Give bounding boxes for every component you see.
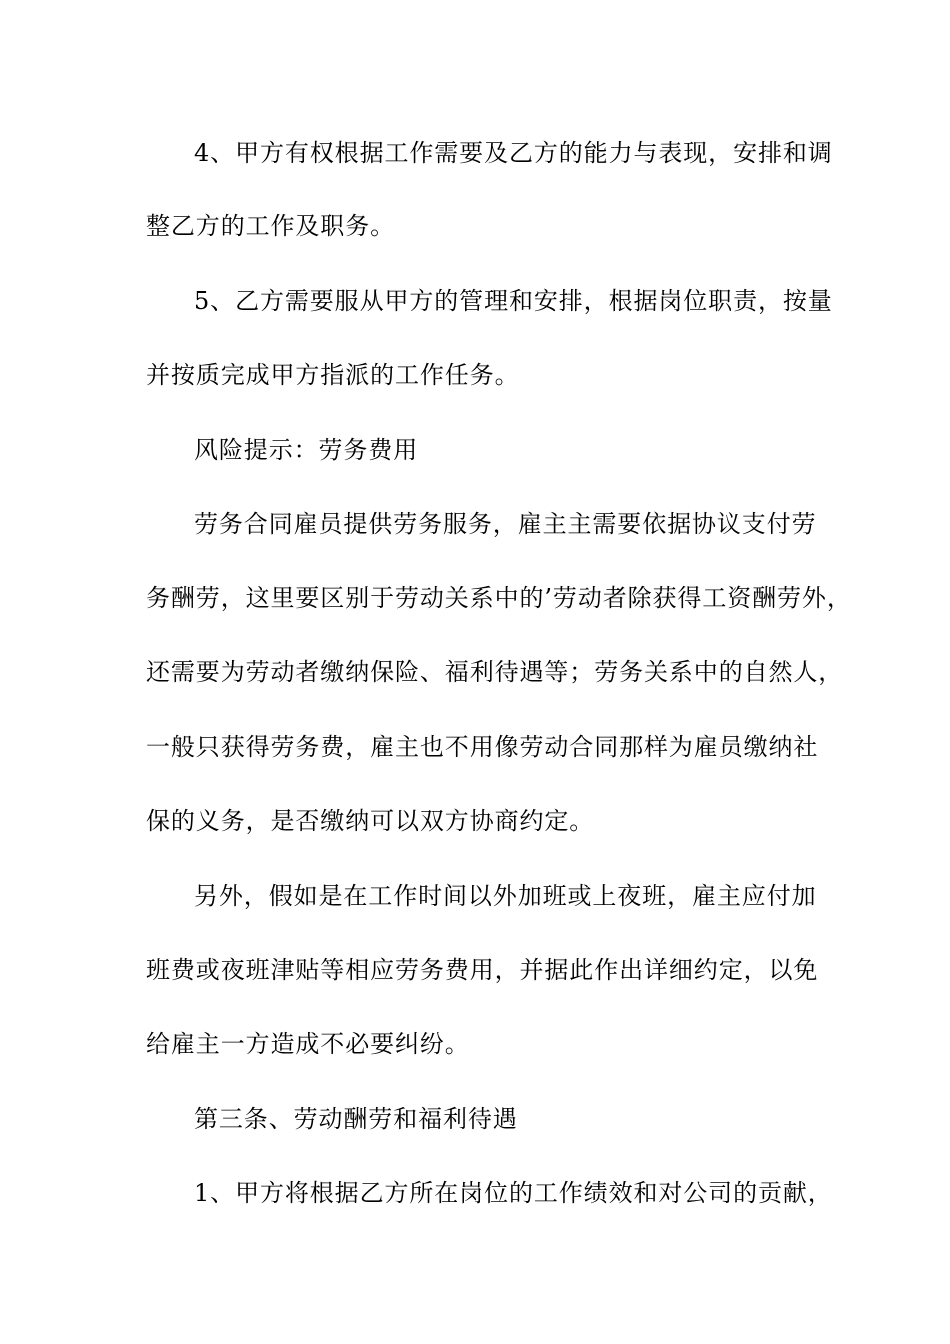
article-3-heading: 第三条、劳动酬劳和福利待遇 <box>194 1105 518 1133</box>
paragraph-article-3-item-1: 1、甲方将根据乙方所在岗位的工作绩效和对公司的贡献， <box>194 1179 833 1207</box>
paragraph-clause-5-line-1: 5、乙方需要服从甲方的管理和安排，根据岗位职责，按量 <box>194 287 833 315</box>
paragraph-clause-4-line-1: 4、甲方有权根据工作需要及乙方的能力与表现，安排和调 <box>194 139 833 167</box>
paragraph-service-fee-line-3: 还需要为劳动者缴纳保险、福利待遇等；劳务关系中的自然人， <box>146 658 844 686</box>
paragraph-clause-4-line-2: 整乙方的工作及职务。 <box>146 212 395 240</box>
paragraph-overtime-line-3: 给雇主一方造成不必要纠纷。 <box>146 1030 470 1058</box>
paragraph-service-fee-line-1: 劳务合同雇员提供劳务服务，雇主主需要依据协议支付劳 <box>194 510 817 538</box>
paragraph-overtime-line-2: 班费或夜班津贴等相应劳务费用，并据此作出详细约定，以免 <box>146 956 819 984</box>
paragraph-service-fee-line-4: 一般只获得劳务费，雇主也不用像劳动合同那样为雇员缴纳社 <box>146 733 819 761</box>
paragraph-clause-5-line-2: 并按质完成甲方指派的工作任务。 <box>146 361 520 389</box>
paragraph-service-fee-line-2: 务酬劳，这里要区别于劳动关系中的’劳动者除获得工资酬劳外， <box>146 584 852 612</box>
paragraph-service-fee-line-5: 保的义务，是否缴纳可以双方协商约定。 <box>146 807 595 835</box>
paragraph-overtime-line-1: 另外，假如是在工作时间以外加班或上夜班，雇主应付加 <box>194 882 817 910</box>
risk-notice-heading: 风险提示：劳务费用 <box>194 436 419 464</box>
